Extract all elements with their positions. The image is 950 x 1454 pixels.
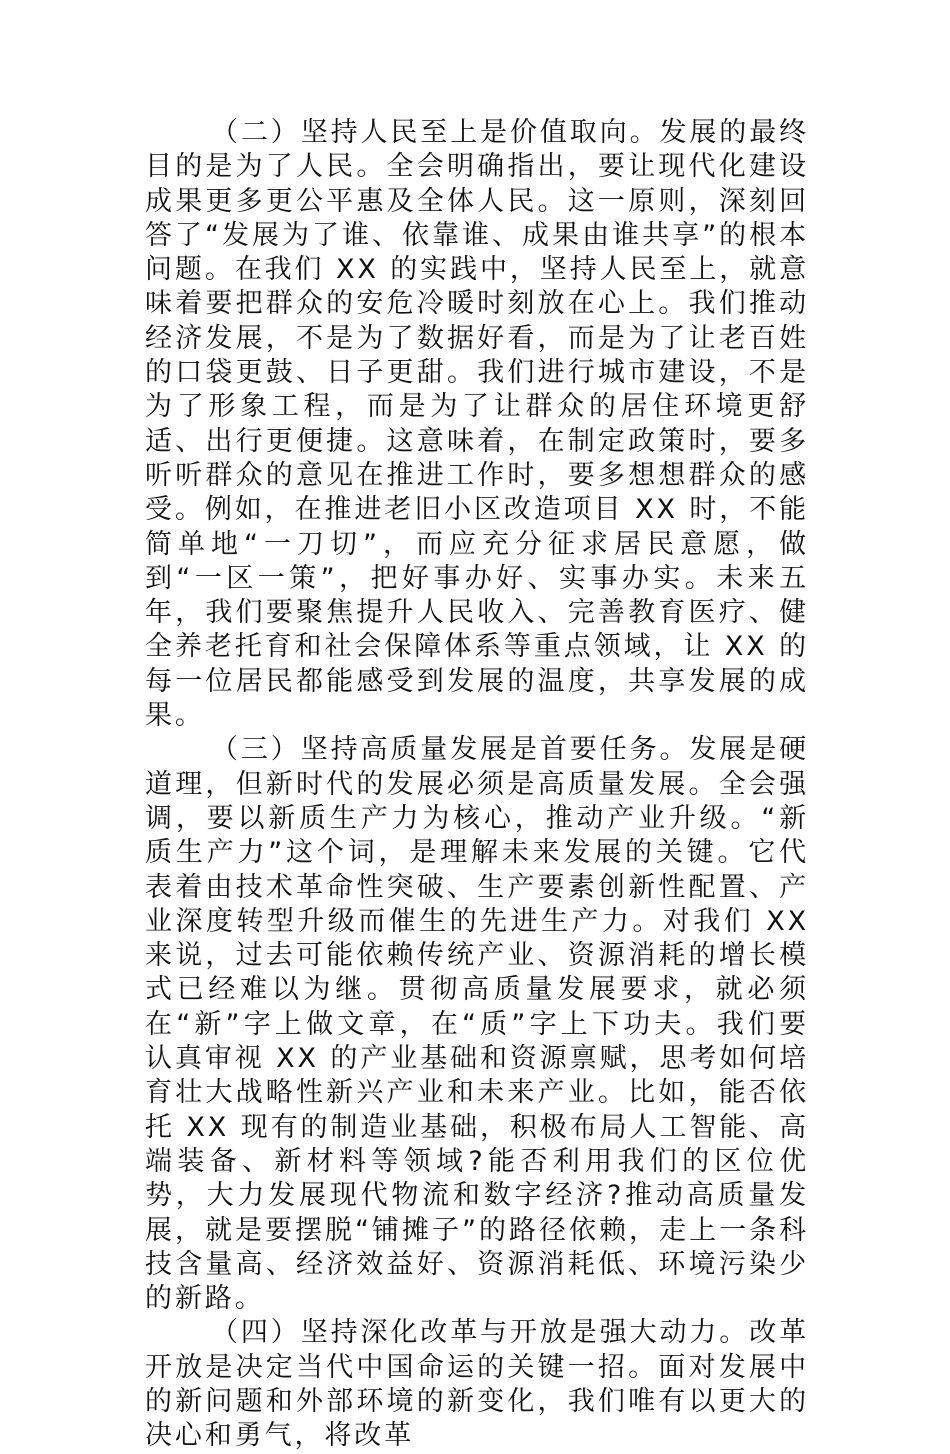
paragraph-people-first: （二）坚持人民至上是价值取向。发展的最终目的是为了人民。全会明确指出，要让现代化建设成果更多更公平惠及全体人民。这一原则，深刻回答了“发展为了谁、依靠谁、成果由谁共享”的根本问题。在我们 XX 的实践中，坚持人民至上，就意味着要把群众的安危冷暖时刻放在心上。我们推动经济发展，不是为了数据好看，而是为了让老百姓的口袋更鼓、日子更甜。我们进行城市建设，不是为了形象工程，而是为了让群众的居住环境更舒适、出行更便捷。这意味着，在制定政策时，要多听听群众的意见在推进工作时，要多想想群众的感受。例如，在推进老旧小区改造项目 XX 时，不能简单地“一刀切”，而应充分征求居民意愿，做到“一区一策”，把好事办好、实事办实。未来五年，我们要聚焦提升人民收入、完善教育医疗、健全养老托育和社会保障体系等重点领域，让 XX 的每一位居民都能感受到发展的温度，共享发展的成果。 bbox=[145, 117, 809, 732]
paragraph-high-quality-development: （三）坚持高质量发展是首要任务。发展是硬道理，但新时代的发展必须是高质量发展。全会强调，要以新质生产力为核心，推动产业升级。“新质生产力”这个词，是理解未来发展的关键。它代表着由技术革命性突破、生产要素创新性配置、产业深度转型升级而催生的先进生产力。对我们 XX 来说，过去可能依赖传统产业、资源消耗的增长模式已经难以为继。贯彻高质量发展要求，就必须在“新”字上做文章，在“质”字上下功夫。我们要认真审视 XX 的产业基础和资源禀赋，思考如何培育壮大战略性新兴产业和未来产业。比如，能否依托 XX 现有的制造业基础，积极布局人工智能、高端装备、新材料等领域?能否利用我们的区位优势，大力发展现代物流和数字经济?推动高质量发展，就是要摆脱“铺摊子”的路径依赖，走上一条科技含量高、经济效益好、资源消耗低、环境污染少的新路。 bbox=[145, 734, 809, 1315]
document-page bbox=[145, 116, 809, 1454]
paragraph-reform-and-opening: （四）坚持深化改革与开放是强大动力。改革开放是决定当代中国命运的关键一招。面对发展中的新问题和外部环境的新变化，我们唯有以更大的决心和勇气，将改革 bbox=[145, 1317, 809, 1452]
